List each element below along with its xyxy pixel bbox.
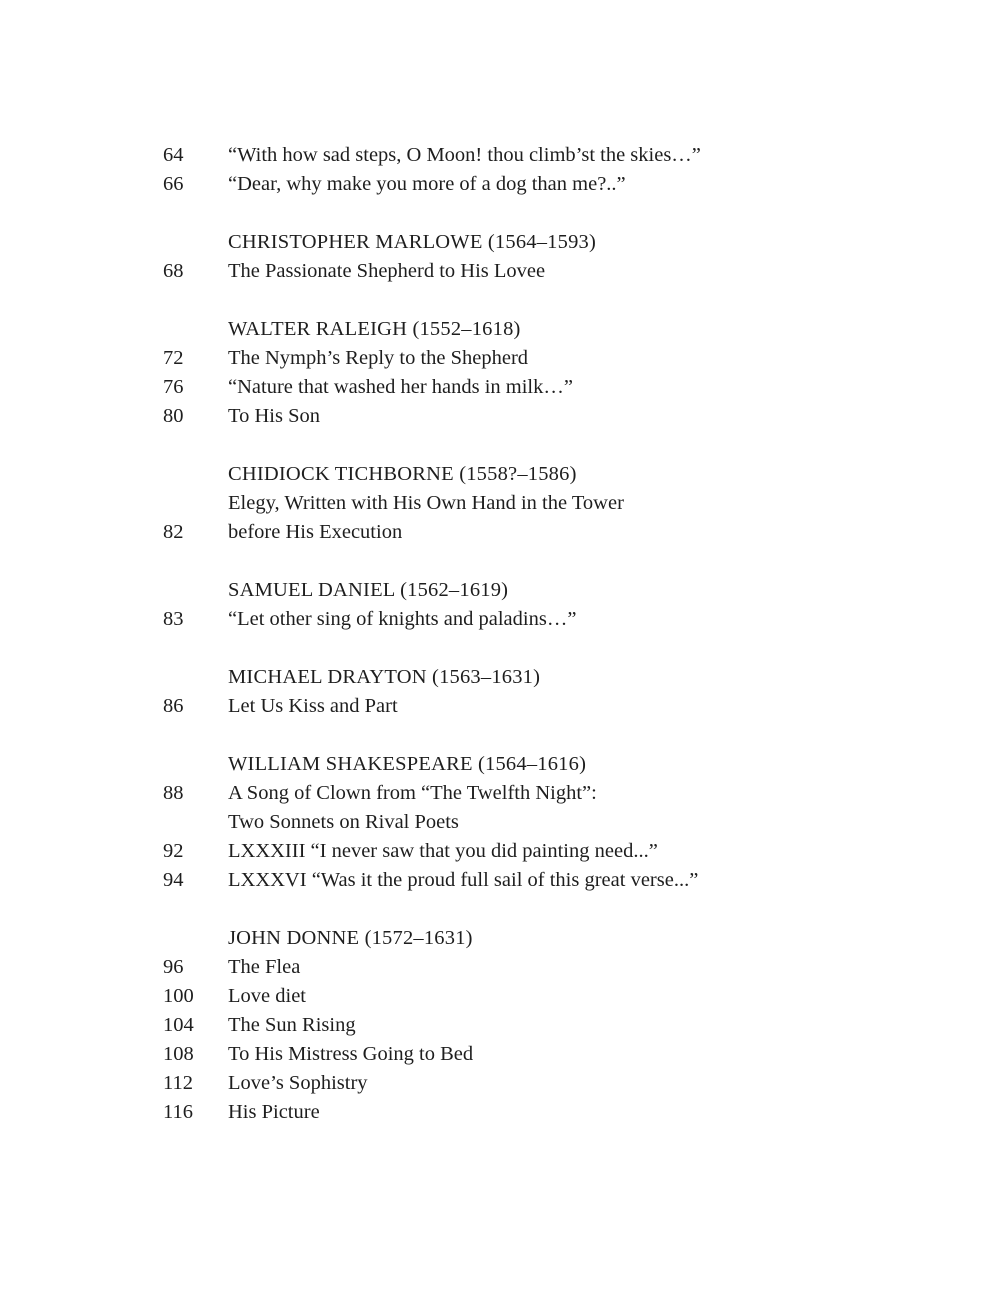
page-number: 86 — [163, 695, 184, 717]
entry-title: His Picture — [228, 1101, 320, 1123]
page-number — [163, 489, 228, 518]
toc-section — [163, 663, 910, 721]
author-heading: MICHAEL DRAYTON (1563–1631) — [228, 666, 541, 688]
toc-section — [163, 750, 910, 895]
page-number: 72 — [163, 347, 184, 369]
toc-entry — [163, 141, 910, 170]
author-heading: SAMUEL DANIEL (1562–1619) — [228, 579, 509, 601]
toc-section — [163, 141, 910, 199]
entry-title: LXXXVI “Was it the proud full sail of this great verse...” — [228, 869, 699, 891]
entry-title: A Song of Clown from “The Twelfth Night”: — [228, 782, 597, 804]
toc-section — [163, 924, 910, 1127]
page-number: 96 — [163, 956, 184, 978]
toc-entry — [163, 692, 910, 721]
page-number: 76 — [163, 376, 184, 398]
toc-section — [163, 315, 910, 431]
toc-entry — [163, 1040, 910, 1069]
entry-title: “Let other sing of knights and paladins…” — [228, 608, 577, 630]
entry-title: before His Execution — [228, 521, 403, 543]
toc-entry — [163, 373, 910, 402]
toc-entry — [163, 866, 910, 895]
toc-section — [163, 228, 910, 286]
toc-entry — [163, 518, 910, 547]
entry-title: “Nature that washed her hands in milk…” — [228, 376, 573, 398]
author-heading: CHIDIOCK TICHBORNE (1558?–1586) — [228, 463, 577, 485]
entry-title: The Flea — [228, 956, 301, 978]
toc-entry — [163, 779, 910, 808]
toc-entry — [163, 344, 910, 373]
page-number: 116 — [163, 1101, 193, 1123]
page-number — [163, 808, 228, 837]
entry-title: “Dear, why make you more of a dog than me?..” — [228, 173, 626, 195]
toc-entry — [163, 837, 910, 866]
entry-title: Two Sonnets on Rival Poets — [228, 811, 459, 833]
author-heading: JOHN DONNE (1572–1631) — [228, 927, 473, 949]
author-heading: CHRISTOPHER MARLOWE (1564–1593) — [228, 231, 596, 253]
page-number: 66 — [163, 173, 184, 195]
entry-title: The Sun Rising — [228, 1014, 356, 1036]
toc-entry — [163, 808, 910, 837]
toc-entry — [163, 605, 910, 634]
table-of-contents — [163, 141, 910, 1127]
page-number: 80 — [163, 405, 184, 427]
page-number: 104 — [163, 1014, 194, 1036]
toc-entry — [163, 1098, 910, 1127]
page-number: 94 — [163, 869, 184, 891]
page-number: 68 — [163, 260, 184, 282]
toc-entry — [163, 489, 910, 518]
toc-entry — [163, 1069, 910, 1098]
entry-title: To His Son — [228, 405, 320, 427]
entry-title: Love diet — [228, 985, 306, 1007]
toc-entry — [163, 402, 910, 431]
author-heading: WALTER RALEIGH (1552–1618) — [228, 318, 521, 340]
toc-entry — [163, 257, 910, 286]
page-number: 92 — [163, 840, 184, 862]
entry-title: LXXXIII “I never saw that you did painting need...” — [228, 840, 658, 862]
toc-entry — [163, 953, 910, 982]
entry-title: Let Us Kiss and Part — [228, 695, 398, 717]
page-number: 64 — [163, 144, 184, 166]
page-number: 82 — [163, 521, 184, 543]
entry-title: “With how sad steps, O Moon! thou climb’st the skies…” — [228, 144, 701, 166]
entry-title: Love’s Sophistry — [228, 1072, 368, 1094]
entry-title: Elegy, Written with His Own Hand in the Tower — [228, 492, 624, 514]
author-heading: WILLIAM SHAKESPEARE (1564–1616) — [228, 753, 587, 775]
entry-title: To His Mistress Going to Bed — [228, 1043, 474, 1065]
page-number: 108 — [163, 1043, 194, 1065]
page-number: 88 — [163, 782, 184, 804]
entry-title: The Nymph’s Reply to the Shepherd — [228, 347, 529, 369]
toc-section — [163, 576, 910, 634]
toc-entry — [163, 982, 910, 1011]
page-number: 100 — [163, 985, 194, 1007]
entry-title: The Passionate Shepherd to His Lovee — [228, 260, 546, 282]
toc-entry — [163, 170, 910, 199]
toc-section — [163, 460, 910, 547]
toc-entry — [163, 1011, 910, 1040]
page-number: 112 — [163, 1072, 193, 1094]
page-number: 83 — [163, 608, 184, 630]
